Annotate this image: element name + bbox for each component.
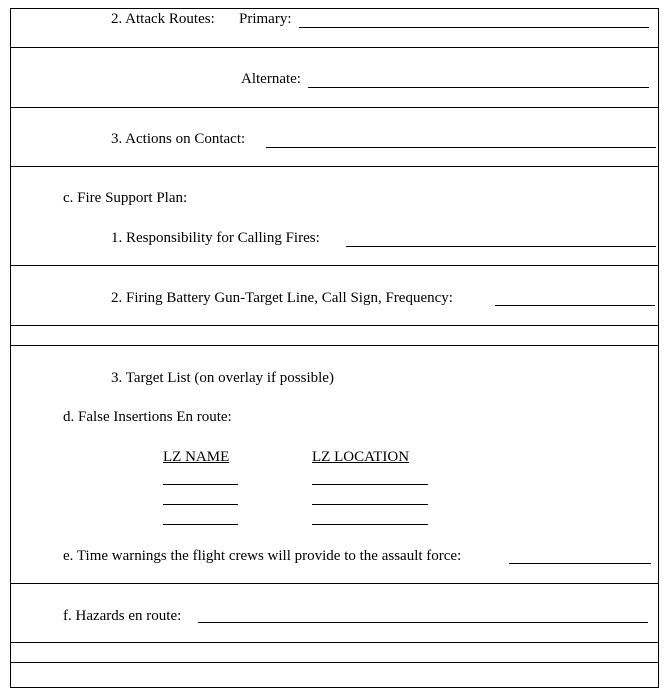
false-insertions-heading: d. False Insertions En route: xyxy=(63,409,232,425)
responsibility-label: 1. Responsibility for Calling Fires: xyxy=(111,230,320,246)
rule-line xyxy=(11,265,658,266)
rule-line xyxy=(11,345,658,346)
lz-name-blank[interactable] xyxy=(163,484,238,485)
attack-routes-label: 2. Attack Routes: xyxy=(111,11,215,27)
time-warnings-blank[interactable] xyxy=(509,563,651,564)
alternate-label: Alternate: xyxy=(241,71,301,87)
rule-line xyxy=(11,107,658,108)
form-frame xyxy=(10,8,659,688)
lz-location-blank[interactable] xyxy=(312,504,428,505)
time-warnings-label: e. Time warnings the flight crews will provide to the assault force: xyxy=(63,548,462,564)
rule-line xyxy=(11,583,658,584)
rule-line xyxy=(11,642,658,643)
firing-battery-label: 2. Firing Battery Gun-Target Line, Call Sign, Frequency: xyxy=(111,290,453,306)
rule-line xyxy=(11,662,658,663)
lz-location-blank[interactable] xyxy=(312,484,428,485)
lz-location-blank[interactable] xyxy=(312,524,428,525)
lz-name-blank[interactable] xyxy=(163,504,238,505)
primary-label: Primary: xyxy=(239,11,292,27)
hazards-label: f. Hazards en route: xyxy=(63,608,182,624)
alternate-blank[interactable] xyxy=(308,87,649,88)
actions-on-contact-blank[interactable] xyxy=(266,147,656,148)
lz-name-header: LZ NAME xyxy=(163,449,230,465)
rule-line xyxy=(11,166,658,167)
fire-support-heading: c. Fire Support Plan: xyxy=(63,190,188,206)
actions-on-contact-label: 3. Actions on Contact: xyxy=(111,131,246,147)
firing-battery-blank[interactable] xyxy=(495,305,655,306)
target-list-label: 3. Target List (on overlay if possible) xyxy=(111,370,334,386)
responsibility-blank[interactable] xyxy=(346,246,656,247)
hazards-blank[interactable] xyxy=(198,622,648,623)
rule-line xyxy=(11,325,658,326)
lz-location-header: LZ LOCATION xyxy=(312,449,410,465)
lz-name-blank[interactable] xyxy=(163,524,238,525)
rule-line xyxy=(11,47,658,48)
primary-blank[interactable] xyxy=(299,27,649,28)
